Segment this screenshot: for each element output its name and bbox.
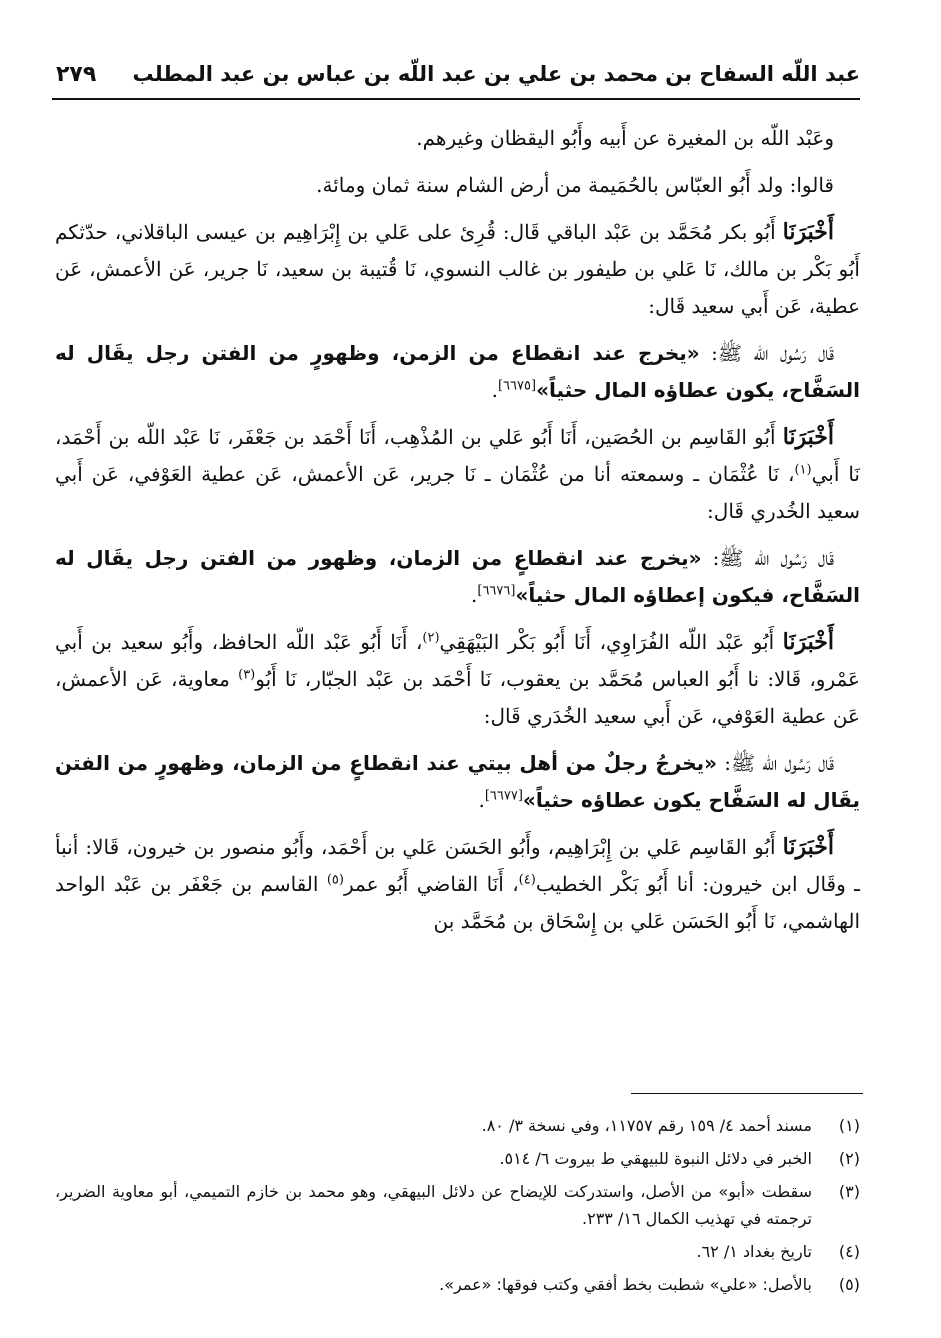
hadith-intro: قَال رَسُول اللّه ﷺ: xyxy=(712,546,834,570)
isnad-text: معاوية، عَن الأعمش، عَن عطية العَوْفي، عَن أَبي سعيد الخُدَري قَال: xyxy=(55,667,860,728)
footnote-number: (٣) xyxy=(838,1182,860,1201)
footnote-text: الخبر في دلائل النبوة للبيهقي ط بيروت ٦/ ٥١٤. xyxy=(499,1149,812,1168)
footnote-5 xyxy=(55,1271,860,1298)
paragraph-5 xyxy=(55,419,860,530)
footnote-number: (١) xyxy=(838,1116,860,1135)
main-text xyxy=(55,120,860,950)
footnote-text: سقطت «أبو» من الأصل، واستدركت للإيضاح عن دلائل البيهقي، وهو محمد بن خازم التميمي، أبو معاوية الضرير، ترجمته في تهذيب الكمال ١٦/ ٢٣٣. xyxy=(55,1182,812,1228)
footnote-number: (٢) xyxy=(838,1149,860,1168)
paragraph-2: قالوا: ولد أَبُو العبّاس بالحُمَيمة من أرض الشام سنة ثمان ومائة. xyxy=(316,173,834,197)
footnote-4 xyxy=(55,1238,860,1265)
period: . xyxy=(471,583,478,607)
hadith-text: «يخرج عند انقطاع من الزمن، وظهورٍ من الفتن رجل يقَال له السَفَّاح، يكون عطاؤه المال حثياً» xyxy=(55,341,860,402)
period: . xyxy=(478,788,485,812)
footnote-text: مسند أحمد ٤/ ١٥٩ رقم ١١٧٥٧، وفي نسخة ٣/ ٨٠. xyxy=(481,1116,812,1135)
hadith-intro: قَال رَسُول اللّه ﷺ: xyxy=(711,341,834,365)
footnote-1 xyxy=(55,1112,860,1139)
hadith-text: «يخرج عند انقطاعٍ من الزمان، وظهور من الفتن رجل يقَال له السَفَّاح، فيكون إعطاؤه المال حثياً» xyxy=(55,546,860,607)
isnad-text: القاسم بن جَعْفَر بن عَبْد الواحد الهاشمي، نَا أَبُو الحَسَن عَلي بن إِسْحَاق بن مُحَمَّد بن xyxy=(55,872,860,933)
akhbarana-lead: أَخْبَرَنَا xyxy=(782,219,834,245)
footnote-2 xyxy=(55,1145,860,1172)
akhbarana-lead: أَخْبَرَنَا xyxy=(782,629,834,655)
footnote-ref-5[interactable]: (٥) xyxy=(326,872,344,888)
isnad-text: أَبُو القَاسِم بن الحُصَين، أَنَا أَبُو عَلي بن المُذْهِب، أَنَا أَحْمَد بن جَعْفَر، نَا عَبْد اللّه بن أَحْمَد، نَا أَبي xyxy=(55,425,860,486)
paragraph-9 xyxy=(55,829,860,940)
footnote-3 xyxy=(55,1178,860,1232)
hadith-number: [٦٦٧٧] xyxy=(484,788,523,804)
footnotes xyxy=(55,1112,860,1304)
running-head: عبد اللّه السفاح بن محمد بن علي بن عبد اللّه بن عباس بن عبد المطلب xyxy=(132,62,860,86)
period: . xyxy=(491,378,498,402)
paragraph-1: وعَبْد اللّه بن المغيرة عن أَبيه وأَبُو اليقظان وغيرهم. xyxy=(416,126,834,150)
paragraph-7 xyxy=(55,624,860,735)
footnote-number: (٤) xyxy=(838,1242,860,1261)
isnad-text: أَبُو عَبْد اللّه الفُرَاوِي، أَنَا أَبُو بَكْر البَيْهَقِي xyxy=(439,630,775,654)
footnote-text: بالأصل: «علي» شطبت بخط أفقي وكتب فوقها: «عمر». xyxy=(439,1275,812,1294)
paragraph-8 xyxy=(55,745,860,819)
isnad-text: ، نَا عُثْمَان ـ وسمعته أنا من عُثْمَان ـ نَا جرير، عَن الأعمش، عَن عطية العَوْفي، عَن أَبي سعيد الخُدري قَال: xyxy=(55,462,860,523)
hadith-number: [٦٦٧٥] xyxy=(497,378,537,394)
hadith-text: «يخرجُ رجلٌ من أهل بيتي عند انقطاعٍ من الزمان، وظهورٍ من الفتن يقَال له السَفَّاح يكون عطاؤه حثياً» xyxy=(55,751,860,812)
footnote-divider xyxy=(631,1093,863,1094)
hadith-number: [٦٦٧٦] xyxy=(477,583,516,599)
page-number: ٢٧٩ xyxy=(56,62,97,87)
footnote-ref-4[interactable]: (٤) xyxy=(518,872,536,888)
akhbarana-lead: أَخْبَرَنَا xyxy=(782,834,834,860)
footnote-ref-2[interactable]: (٢) xyxy=(422,630,440,646)
hadith-intro: قَال رَسُول اللّه ﷺ: xyxy=(724,751,835,775)
isnad-text: أَبُو القَاسِم عَلي بن إِبْرَاهِيم، وأَبُو الحَسَن عَلي بن أَحْمَد، وأَبُو منصور بن خيرون، قَالا: أنبأ ـ وقَال ابن خيرون: أنا أَبُو بَكْر الخطيب xyxy=(55,835,861,896)
paragraph-6 xyxy=(55,540,860,614)
footnote-ref-1[interactable]: (١) xyxy=(794,462,812,478)
isnad-text: ، أَنَا القاضي أَبُو عمر xyxy=(343,872,519,896)
footnote-text: تاريخ بغداد ١/ ٦٢. xyxy=(696,1242,812,1261)
akhbarana-lead: أَخْبَرَنَا xyxy=(782,424,835,450)
isnad-text: ، أَنَا أَبُو عَبْد اللّه الحافظ، وأَبُو سعيد بن أَبي عَمْرو، قَالا: نا أَبُو العباس مُحَمَّد بن يعقوب، نَا أَحْمَد بن عَبْد الجبّار، نَا أَبُو xyxy=(55,630,860,691)
paragraph-3 xyxy=(55,214,860,325)
footnote-ref-3[interactable]: (٣) xyxy=(238,667,256,683)
page-header xyxy=(52,60,860,100)
isnad-text: أَبُو بكر مُحَمَّد بن عَبْد الباقي قَال: قُرِئ على عَلي بن إِبْرَاهِيم بن عيسى الباقلاني، حدّثكم أَبُو بَكْر بن مالك، نَا عَلي بن طيفور بن غالب النسوي، نَا قُتيبة بن سعيد، نَا جرير، عَن الأعمش، عَن عطية، عَن أَبي سعيد قَال: xyxy=(55,220,860,318)
paragraph-4 xyxy=(55,335,860,409)
footnote-number: (٥) xyxy=(838,1275,860,1294)
